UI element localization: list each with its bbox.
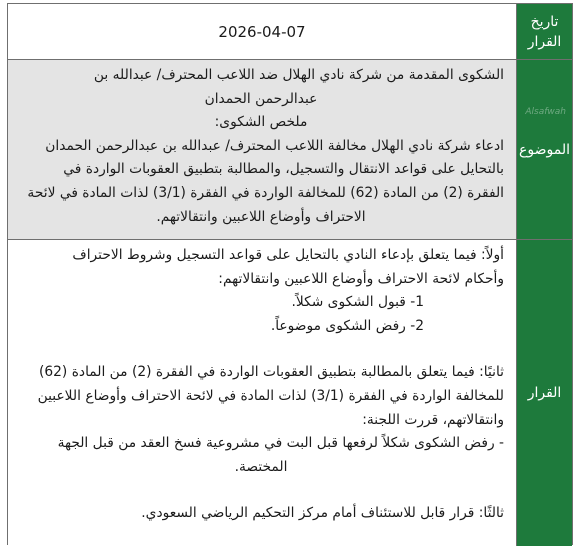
decision-line: أولاً: فيما يتعلق بإدعاء النادي بالتحايل على قواعد التسجيل وشروط الاحتراف — [72, 247, 504, 263]
decision-item: 2- رفض الشكوى موضوعاً. — [270, 317, 424, 334]
decision-date-label: تاريخ القرار — [516, 4, 572, 59]
decision-line: للمخالفة الواردة في الفقرة (3/1) لذات المادة في لائحة الاحتراف وأوضاع اللاعبين — [37, 387, 504, 404]
subject-line: عبدالرحمن الحمدان — [204, 90, 318, 107]
decision-date-row — [8, 4, 572, 60]
subject-label — [516, 60, 572, 239]
spacer — [18, 479, 504, 502]
subject-row — [8, 60, 572, 240]
subject-label-text: الموضوع — [519, 141, 570, 158]
subject-line: بالتحايل على قواعد الانتقال والتسجيل، والمطالبة بتطبيق العقوبات الواردة في — [63, 161, 504, 178]
subject-content — [8, 60, 516, 239]
complaint-summary-heading: ملخص الشكوى: — [214, 114, 308, 131]
decision-content — [8, 240, 516, 546]
watermark-text: Alsafwah — [525, 107, 566, 117]
subject-line: الشكوى المقدمة من شركة نادي الهلال ضد اللاعب المحترف/ عبدالله بن — [93, 67, 504, 83]
spacer — [18, 338, 504, 361]
decision-item: 1- قبول الشكوى شكلاً. — [291, 294, 424, 311]
decision-line: ثانيًا: فيما يتعلق بالمطالبة بتطبيق العقوبات الواردة في الفقرة (2) من المادة (62) — [38, 364, 504, 381]
subject-line: الاحتراف وأوضاع اللاعبين وانتقالاتهم. — [156, 208, 366, 225]
decision-line: وأحكام لائحة الاحتراف وأوضاع اللاعبين وانتقالاتهم: — [218, 270, 504, 287]
decision-date-value: 2026-04-07 — [8, 4, 516, 59]
subject-line: الفقرة (2) من المادة (62) للمخالفة الواردة في الفقرة (3/1) لذات المادة في لائحة — [27, 184, 504, 201]
decision-line: ثالثًا: قرار قابل للاستئناف أمام مركز التحكيم الرياضي السعودي. — [141, 505, 504, 522]
decision-row — [8, 240, 572, 546]
decision-line: المختصة. — [234, 458, 288, 475]
decision-table — [7, 3, 573, 545]
decision-label: القرار — [516, 240, 572, 546]
decision-line: - رفض الشكوى شكلاً لرفعها قبل البت في مشروعية فسخ العقد من قبل الجهة — [57, 435, 504, 452]
decision-line: وانتقالاتهم، قررت اللجنة: — [362, 411, 504, 428]
subject-line: ادعاء شركة نادي الهلال مخالفة اللاعب المحترف/ عبدالله بن عبدالرحمن الحمدان — [45, 137, 504, 154]
